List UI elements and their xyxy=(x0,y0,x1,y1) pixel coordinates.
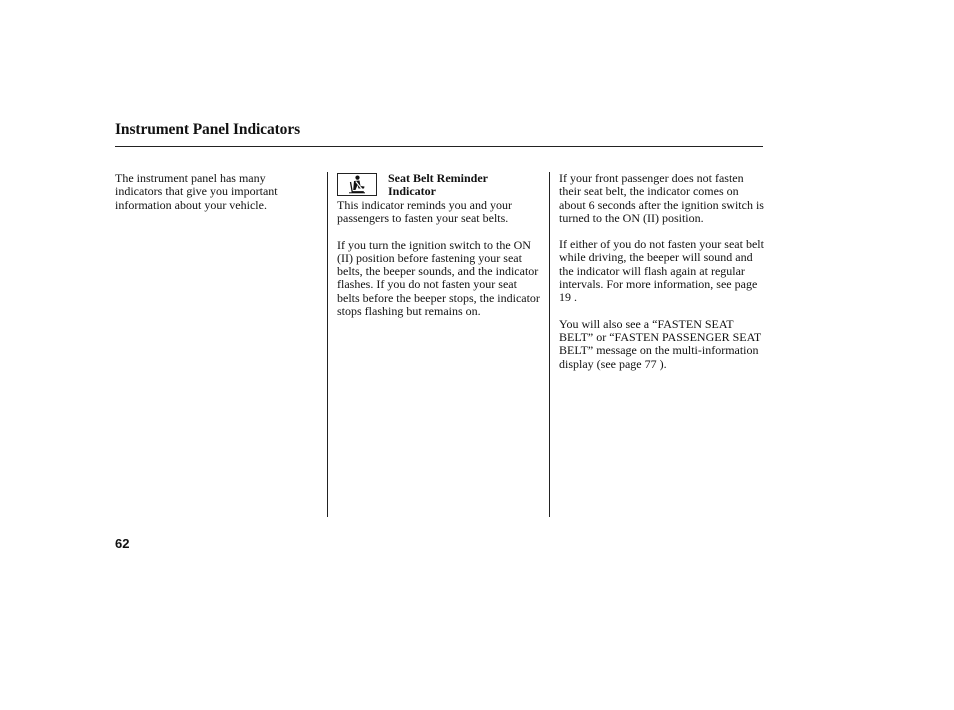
passenger-paragraph-3: You will also see a “FASTEN SEAT BELT” or “FASTEN PASSENGER SEAT BELT” message on the multi-information display (see page 77 ). xyxy=(559,316,762,371)
indicator-title: Seat Belt Reminder Indicator xyxy=(388,171,488,199)
page-title: Instrument Panel Indicators xyxy=(115,121,301,138)
page-number: 62 xyxy=(115,536,130,551)
column-divider-right xyxy=(549,172,550,517)
column-intro xyxy=(115,172,315,225)
intro-paragraph: The instrument panel has many indicators that give you important information about your vehicle. xyxy=(115,171,278,212)
indicator-paragraph-1: This indicator reminds you and your passengers to fasten your seat belts. xyxy=(337,198,512,226)
column-divider-left xyxy=(327,172,328,517)
title-divider xyxy=(115,146,763,147)
indicator-paragraph-2: If you turn the ignition switch to the ON (II) position before fastening your seat belts, the beeper sounds, and the indicator flashes. If you do not fasten your seat belts before the beeper stops, the indicator stops flashing but remains on. xyxy=(337,237,540,319)
seat-belt-icon xyxy=(337,173,377,196)
indicator-header xyxy=(337,172,542,199)
seat-belt-icon-graphic xyxy=(347,175,367,194)
column-passenger-info xyxy=(559,172,765,384)
column-seat-belt-indicator xyxy=(337,172,542,331)
passenger-paragraph-1: If your front passenger does not fasten their seat belt, the indicator comes on about 6 seconds after the ignition switch is turned to the ON (II) position. xyxy=(559,171,764,225)
passenger-paragraph-2: If either of you do not fasten your seat belt while driving, the beeper will sound and the indicator will flash again at regular intervals. For more information, see page 19 . xyxy=(559,237,764,305)
